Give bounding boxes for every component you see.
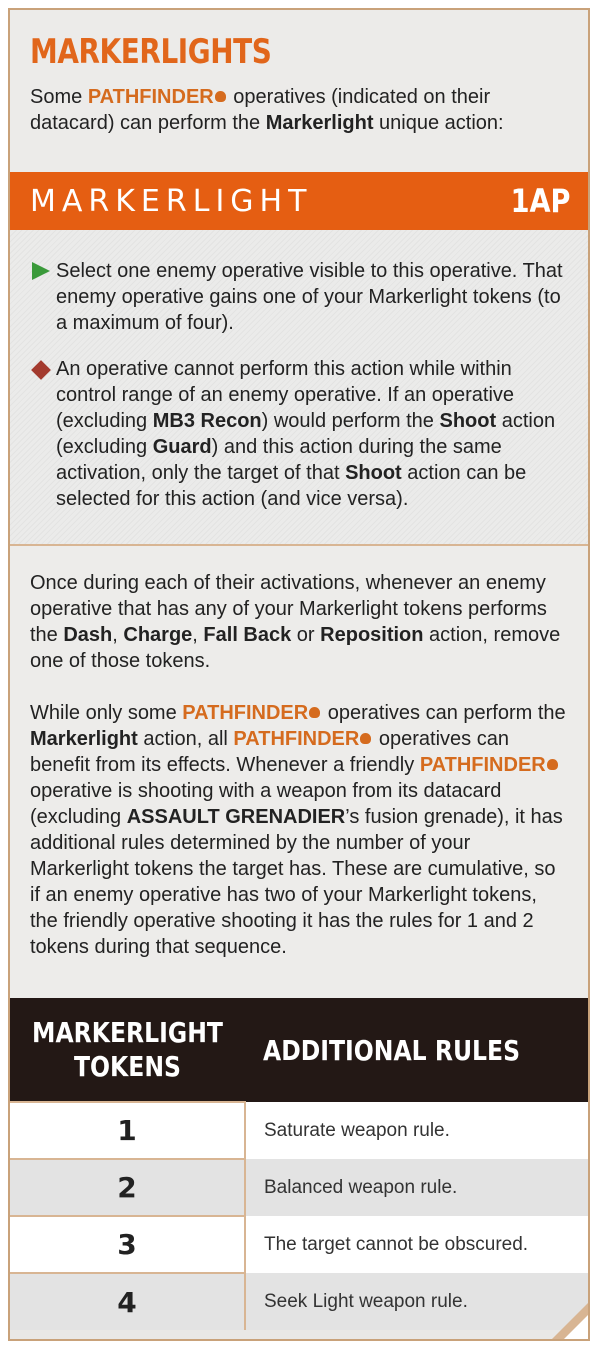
- table-header: [10, 998, 588, 1102]
- keyword-pathfinder: PATHFINDER: [87, 86, 214, 108]
- markerlight-table: [10, 998, 588, 1330]
- paragraph-token-removal: Once during each of their activations, whenever an enemy operative that has any of your Markerlight tokens performs the Dash, Charge, Fall Back or Reposition action, remove one of those tokens.: [30, 572, 561, 672]
- header-tokens: MARKERLIGHT TOKENS: [32, 1015, 223, 1083]
- table-row: 2 Balanced weapon rule.: [10, 1159, 588, 1216]
- skull-icon: [215, 91, 226, 102]
- skull-icon: [360, 733, 371, 744]
- action-condition: An operative cannot perform this action while within control range of an enemy operative. If an operative (excluding MB3 Recon) would perform the Shoot action (excluding Guard) and this action during the same activation, only the target of that Shoot action can be selected for this action (and vice versa).: [32, 356, 568, 512]
- table-row: 1 Saturate weapon rule.: [10, 1102, 588, 1159]
- action-effect: Select one enemy operative visible to this operative. That enemy operative gains one of your Markerlight tokens (to a maximum of four).: [32, 258, 568, 336]
- skull-icon: [547, 759, 558, 770]
- header-rules: ADDITIONAL RULES: [263, 1033, 521, 1067]
- action-body: [10, 230, 588, 546]
- intro-text: Some PATHFINDER operatives (indicated on their datacard) can perform the Markerlight unique action:: [30, 86, 504, 134]
- markerlights-card: [8, 8, 590, 1341]
- action-header: [10, 172, 588, 230]
- skull-icon: [309, 707, 320, 718]
- table-row: 3 The target cannot be obscured.: [10, 1216, 588, 1273]
- table-row: 4 Seek Light weapon rule.: [10, 1273, 588, 1330]
- action-cost: 1AP: [510, 182, 570, 220]
- action-name: MARKERLIGHT: [30, 183, 313, 219]
- red-diamond-icon: [31, 360, 51, 380]
- paragraph-token-effects: While only some PATHFINDER operatives can perform the Markerlight action, all PATHFINDER operatives can benefit from its effects. Whenever a friendly PATHFINDER operative is shooting with a weapon from its datacard (excluding ASSAULT GRENADIER’s fusion grenade), it has additional rules determined by the number of your Markerlight tokens the target has. These are cumulative, so if an enemy operative has two of your Markerlight tokens, the friendly operative shooting it has the rules for 1 and 2 tokens during that sequence.: [30, 702, 566, 958]
- rules-text: [10, 546, 588, 998]
- intro-section: [10, 10, 588, 172]
- page-title: MARKERLIGHTS: [30, 32, 272, 72]
- green-triangle-icon: [32, 262, 50, 280]
